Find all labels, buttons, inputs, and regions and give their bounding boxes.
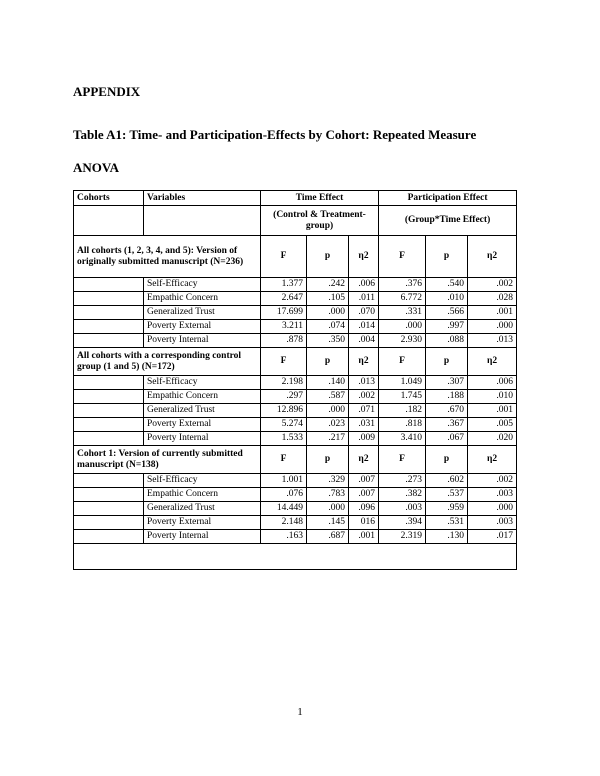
value-cell: .003 <box>468 516 517 530</box>
subheader-row <box>74 206 517 236</box>
value-cell: .076 <box>261 488 307 502</box>
value-cell: .188 <box>426 390 468 404</box>
value-cell: .182 <box>379 404 426 418</box>
value-cell: .537 <box>426 488 468 502</box>
table-row <box>74 530 517 544</box>
stat-label: p <box>426 236 468 278</box>
empty-cell <box>74 206 144 236</box>
empty-cohort-cell <box>74 488 144 502</box>
table-row <box>74 516 517 530</box>
value-cell: .531 <box>426 516 468 530</box>
variable-cell: Generalized Trust <box>144 306 261 320</box>
value-cell: .001 <box>468 306 517 320</box>
value-cell: .007 <box>349 488 379 502</box>
empty-cohort-cell <box>74 404 144 418</box>
page-number: 1 <box>297 706 303 718</box>
variable-cell: Empathic Concern <box>144 488 261 502</box>
value-cell: .331 <box>379 306 426 320</box>
value-cell: .145 <box>307 516 349 530</box>
value-cell: .002 <box>468 278 517 292</box>
value-cell: .003 <box>379 502 426 516</box>
cohort-group-label: Cohort 1: Version of currently submitted manuscript (N=138) <box>74 446 261 474</box>
value-cell: .818 <box>379 418 426 432</box>
value-cell: .000 <box>307 404 349 418</box>
value-cell: .000 <box>307 502 349 516</box>
table-row <box>74 404 517 418</box>
value-cell: .105 <box>307 292 349 306</box>
value-cell: .273 <box>379 474 426 488</box>
variable-cell: Self-Efficacy <box>144 474 261 488</box>
value-cell: .023 <box>307 418 349 432</box>
value-cell: 1.377 <box>261 278 307 292</box>
value-cell: .997 <box>426 320 468 334</box>
value-cell: 1.001 <box>261 474 307 488</box>
value-cell: .566 <box>426 306 468 320</box>
cohort-group-label: All cohorts with a corresponding control group (1 and 5) (N=172) <box>74 348 261 376</box>
value-cell: 12.896 <box>261 404 307 418</box>
participation-effect-subheader: (Group*Time Effect) <box>379 206 517 236</box>
value-cell: .140 <box>307 376 349 390</box>
empty-cohort-cell <box>74 334 144 348</box>
value-cell: .004 <box>349 334 379 348</box>
table-row <box>74 390 517 404</box>
value-cell: .009 <box>349 432 379 446</box>
table-row <box>74 320 517 334</box>
table-row <box>74 488 517 502</box>
stat-label: p <box>307 236 349 278</box>
stat-label: F <box>379 236 426 278</box>
value-cell: .002 <box>349 390 379 404</box>
stat-label: F <box>261 236 307 278</box>
empty-cell <box>144 206 261 236</box>
value-cell: .130 <box>426 530 468 544</box>
value-cell: 016 <box>349 516 379 530</box>
value-cell: .329 <box>307 474 349 488</box>
value-cell: .005 <box>468 418 517 432</box>
value-cell: .242 <box>307 278 349 292</box>
variable-cell: Poverty Internal <box>144 530 261 544</box>
empty-cohort-cell <box>74 502 144 516</box>
variable-cell: Poverty External <box>144 320 261 334</box>
value-cell: 5.274 <box>261 418 307 432</box>
value-cell: 3.211 <box>261 320 307 334</box>
empty-cohort-cell <box>74 306 144 320</box>
empty-cohort-cell <box>74 278 144 292</box>
participation-effect-header: Participation Effect <box>379 191 517 206</box>
value-cell: .010 <box>468 390 517 404</box>
table-title-continued: ANOVA <box>73 160 119 175</box>
empty-cohort-cell <box>74 432 144 446</box>
value-cell: 2.148 <box>261 516 307 530</box>
value-cell: 14.449 <box>261 502 307 516</box>
value-cell: .350 <box>307 334 349 348</box>
value-cell: .687 <box>307 530 349 544</box>
stat-label: p <box>307 348 349 376</box>
variable-cell: Generalized Trust <box>144 502 261 516</box>
value-cell: .096 <box>349 502 379 516</box>
value-cell: 6.772 <box>379 292 426 306</box>
value-cell: .587 <box>307 390 349 404</box>
value-cell: .307 <box>426 376 468 390</box>
table-title: Table A1: Time- and Participation-Effects by Cohort: Repeated Measure <box>73 127 477 142</box>
value-cell: .394 <box>379 516 426 530</box>
value-cell: .028 <box>468 292 517 306</box>
variable-cell: Poverty Internal <box>144 432 261 446</box>
time-effect-subheader: (Control & Treatment-group) <box>261 206 379 236</box>
stat-label: F <box>261 446 307 474</box>
value-cell: .602 <box>426 474 468 488</box>
value-cell: .000 <box>468 320 517 334</box>
cohorts-header: Cohorts <box>74 191 144 206</box>
variable-cell: Poverty Internal <box>144 334 261 348</box>
empty-row <box>74 544 517 570</box>
value-cell: .000 <box>379 320 426 334</box>
variable-cell: Generalized Trust <box>144 404 261 418</box>
appendix-heading: APPENDIX <box>73 84 141 99</box>
table-row <box>74 376 517 390</box>
value-cell: 1.049 <box>379 376 426 390</box>
table-row <box>74 292 517 306</box>
value-cell: .001 <box>468 404 517 418</box>
value-cell: .000 <box>307 306 349 320</box>
variable-cell: Poverty External <box>144 418 261 432</box>
value-cell: .217 <box>307 432 349 446</box>
table-row <box>74 432 517 446</box>
time-effect-header: Time Effect <box>261 191 379 206</box>
variables-header: Variables <box>144 191 261 206</box>
stat-label: η2 <box>349 446 379 474</box>
value-cell: .031 <box>349 418 379 432</box>
table-row <box>74 278 517 292</box>
empty-cell <box>74 544 517 570</box>
value-cell: .071 <box>349 404 379 418</box>
value-cell: .088 <box>426 334 468 348</box>
value-cell: 1.745 <box>379 390 426 404</box>
value-cell: .878 <box>261 334 307 348</box>
stat-label: p <box>426 348 468 376</box>
value-cell: .001 <box>349 530 379 544</box>
cohort-group-row <box>74 236 517 278</box>
stat-label: p <box>307 446 349 474</box>
table-row <box>74 306 517 320</box>
value-cell: .014 <box>349 320 379 334</box>
value-cell: 17.699 <box>261 306 307 320</box>
empty-cohort-cell <box>74 418 144 432</box>
value-cell: 1.533 <box>261 432 307 446</box>
stat-label: F <box>261 348 307 376</box>
empty-cohort-cell <box>74 376 144 390</box>
table-row <box>74 334 517 348</box>
empty-cohort-cell <box>74 530 144 544</box>
stat-label: η2 <box>468 348 517 376</box>
variable-cell: Poverty External <box>144 516 261 530</box>
cohort-group-label: All cohorts (1, 2, 3, 4, and 5): Version of originally submitted manuscript (N=236) <box>74 236 261 278</box>
empty-cohort-cell <box>74 516 144 530</box>
empty-cohort-cell <box>74 292 144 306</box>
value-cell: .070 <box>349 306 379 320</box>
value-cell: .002 <box>468 474 517 488</box>
value-cell: 2.647 <box>261 292 307 306</box>
value-cell: .017 <box>468 530 517 544</box>
value-cell: .003 <box>468 488 517 502</box>
value-cell: .959 <box>426 502 468 516</box>
value-cell: 3.410 <box>379 432 426 446</box>
value-cell: .007 <box>349 474 379 488</box>
value-cell: .013 <box>349 376 379 390</box>
stat-label: η2 <box>349 236 379 278</box>
variable-cell: Empathic Concern <box>144 292 261 306</box>
value-cell: 2.198 <box>261 376 307 390</box>
value-cell: .006 <box>468 376 517 390</box>
empty-cohort-cell <box>74 390 144 404</box>
value-cell: .382 <box>379 488 426 502</box>
stat-label: η2 <box>468 446 517 474</box>
cohort-group-row <box>74 446 517 474</box>
stat-label: η2 <box>468 236 517 278</box>
cohort-group-row <box>74 348 517 376</box>
value-cell: .011 <box>349 292 379 306</box>
variable-cell: Empathic Concern <box>144 390 261 404</box>
value-cell: .074 <box>307 320 349 334</box>
value-cell: .367 <box>426 418 468 432</box>
value-cell: 2.930 <box>379 334 426 348</box>
value-cell: .670 <box>426 404 468 418</box>
table-row <box>74 418 517 432</box>
stat-label: p <box>426 446 468 474</box>
value-cell: .000 <box>468 502 517 516</box>
value-cell: .540 <box>426 278 468 292</box>
table-row <box>74 502 517 516</box>
variable-cell: Self-Efficacy <box>144 376 261 390</box>
value-cell: .006 <box>349 278 379 292</box>
empty-cohort-cell <box>74 474 144 488</box>
empty-cohort-cell <box>74 320 144 334</box>
header-row <box>74 191 517 206</box>
anova-table <box>73 190 517 570</box>
value-cell: .020 <box>468 432 517 446</box>
stat-label: η2 <box>349 348 379 376</box>
stat-label: F <box>379 446 426 474</box>
value-cell: .783 <box>307 488 349 502</box>
value-cell: .010 <box>426 292 468 306</box>
value-cell: .297 <box>261 390 307 404</box>
value-cell: .067 <box>426 432 468 446</box>
value-cell: 2.319 <box>379 530 426 544</box>
value-cell: .376 <box>379 278 426 292</box>
stat-label: F <box>379 348 426 376</box>
table-body <box>74 191 517 570</box>
table-row <box>74 474 517 488</box>
value-cell: .163 <box>261 530 307 544</box>
variable-cell: Self-Efficacy <box>144 278 261 292</box>
value-cell: .013 <box>468 334 517 348</box>
